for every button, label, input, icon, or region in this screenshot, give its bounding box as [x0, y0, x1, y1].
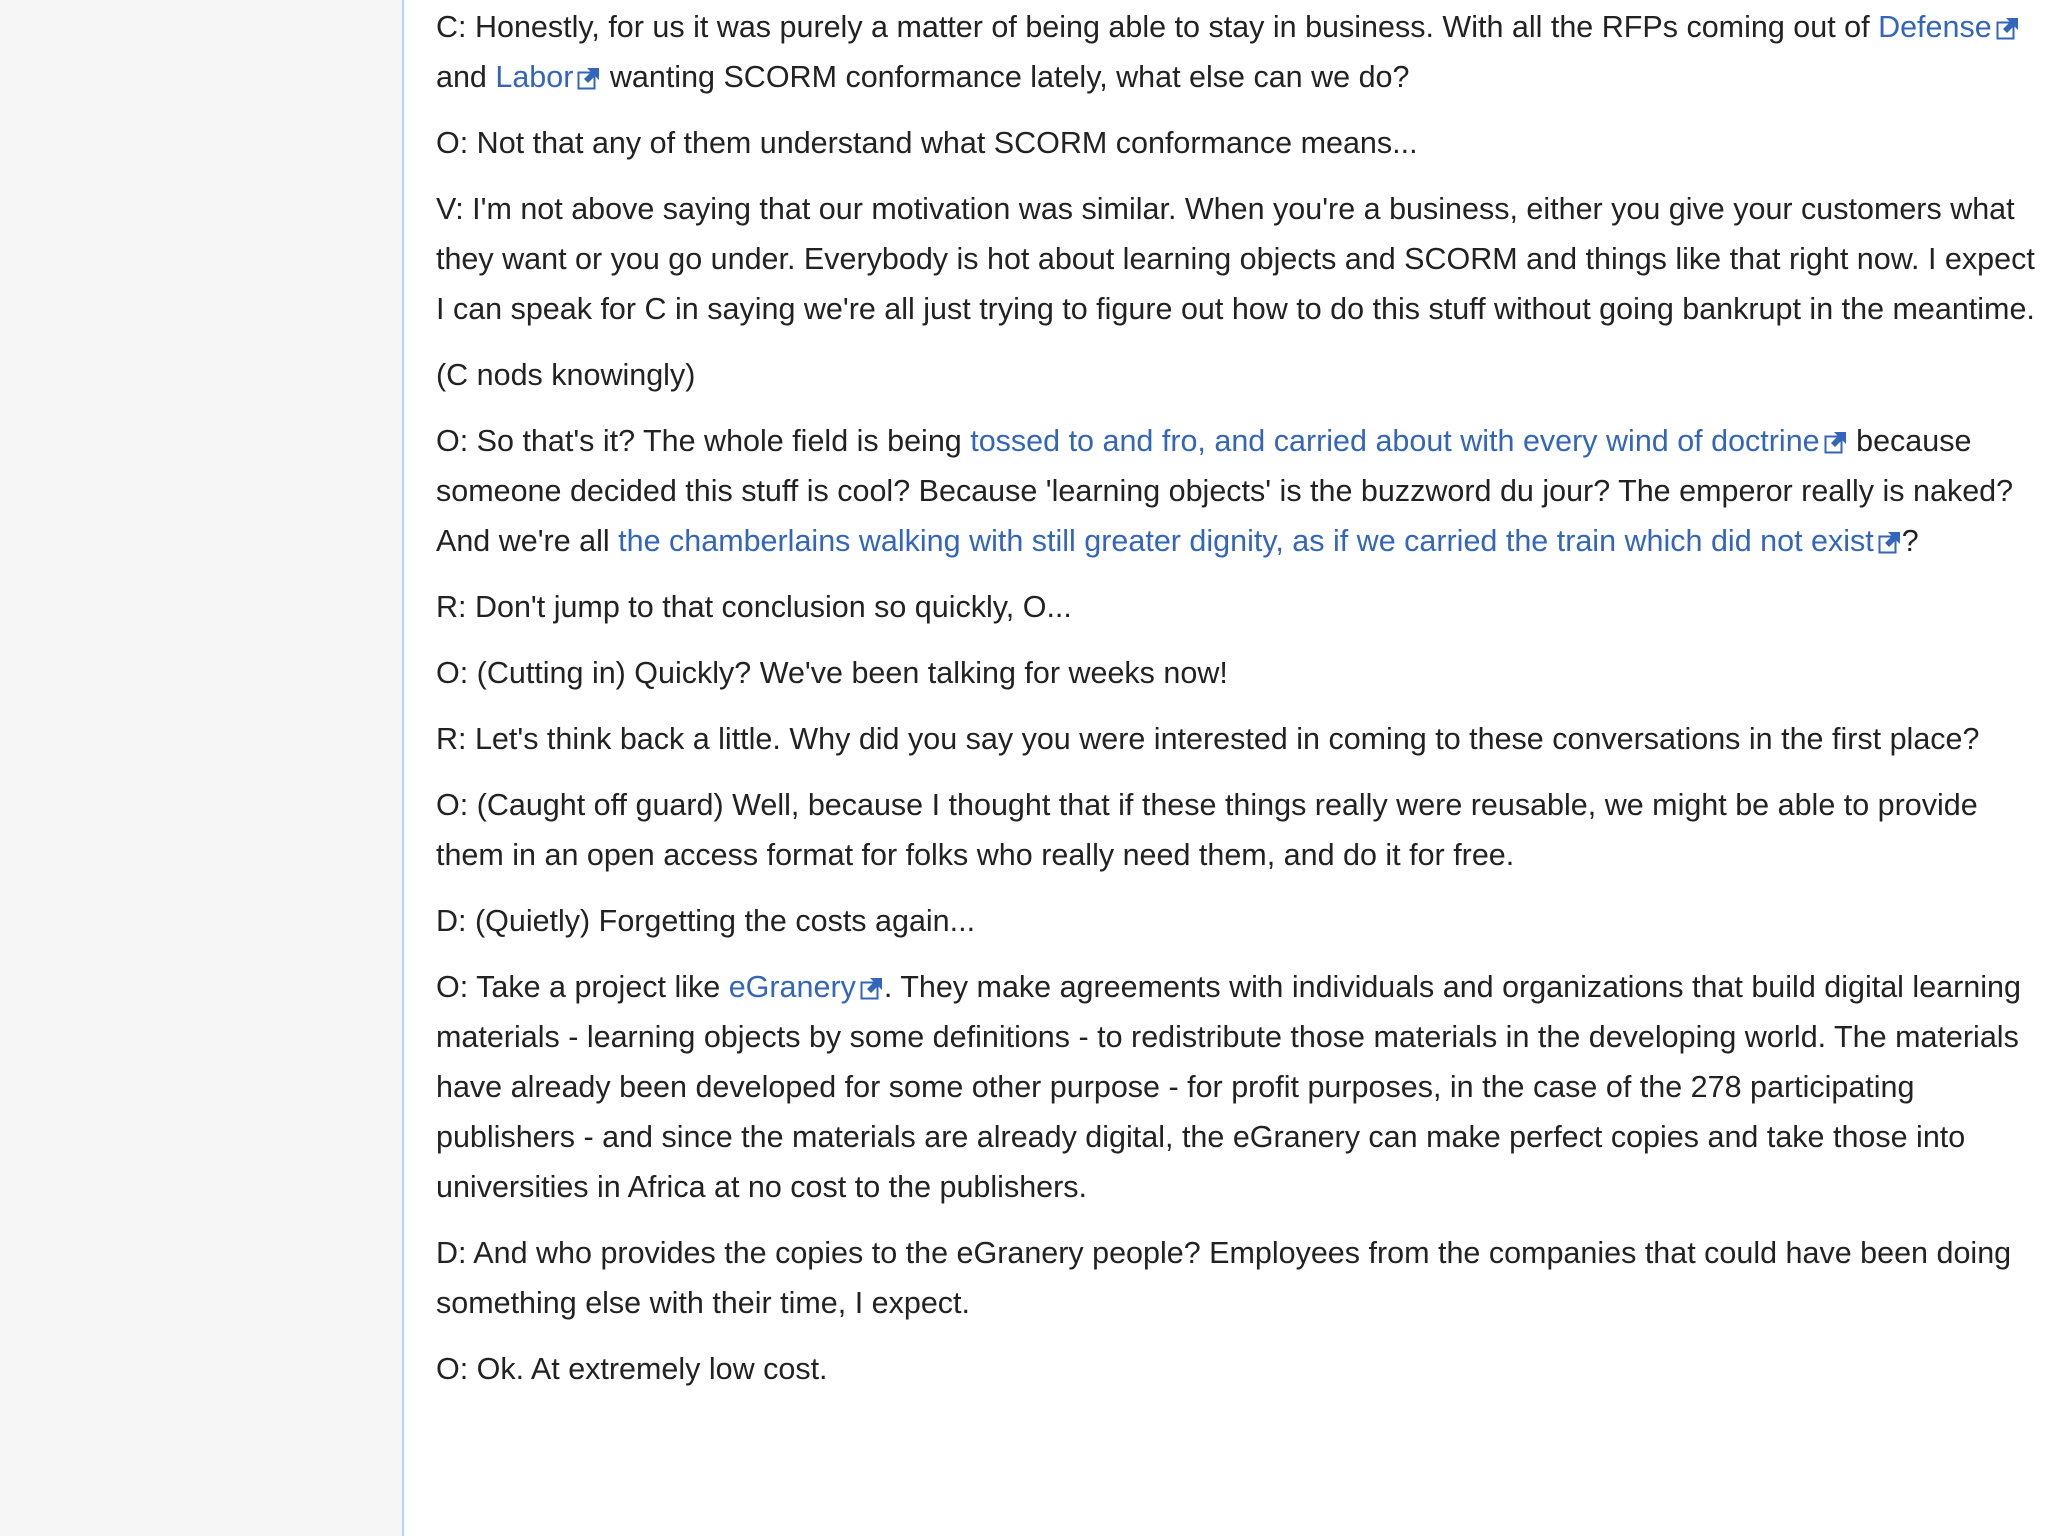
dialogue-text: and — [436, 60, 496, 94]
dialogue-paragraph — [436, 1228, 2036, 1328]
dialogue-text: O: Take a project like — [436, 970, 729, 1004]
external-link-label: the chamberlains walking with still greater dignity, as if we carried the train which did not exist — [618, 524, 1874, 558]
dialogue-text: O: (Caught off guard) Well, because I thought that if these things really were reusable, we might be able to provide them in an open access format for folks who really need them, and do it for free. — [436, 788, 1978, 872]
dialogue-text: O: (Cutting in) Quickly? We've been talking for weeks now! — [436, 656, 1228, 690]
left-sidebar — [0, 0, 402, 1536]
dialogue-paragraph — [436, 582, 2036, 632]
dialogue-text: D: And who provides the copies to the eGranery people? Employees from the companies that could have been doing something else with their time, I expect. — [436, 1236, 2012, 1320]
dialogue-text: C: Honestly, for us it was purely a matter of being able to stay in business. With all the RFPs coming out of — [436, 10, 1879, 44]
dialogue-body — [436, 2, 2036, 1410]
dialogue-paragraph — [436, 648, 2036, 698]
dialogue-paragraph — [436, 1344, 2036, 1394]
dialogue-paragraph — [436, 962, 2036, 1212]
dialogue-paragraph — [436, 350, 2036, 400]
external-link-icon — [577, 55, 601, 79]
dialogue-text: V: I'm not above saying that our motivation was similar. When you're a business, either you give your customers what they want or you go under. Everybody is hot about learning objects and SCORM and things like that right now. I expect I can speak for C in saying we're all just trying to figure out how to do this stuff without going bankrupt in the meantime. — [436, 192, 2035, 326]
dialogue-paragraph — [436, 780, 2036, 880]
dialogue-paragraph — [436, 416, 2036, 566]
external-link[interactable] — [618, 524, 1902, 558]
external-link[interactable] — [1878, 10, 2020, 44]
dialogue-text: O: Not that any of them understand what SCORM conformance means... — [436, 126, 1418, 160]
dialogue-text: . They make agreements with individuals and organizations that build digital learning materials - learning objects by some definitions - to redistribute those materials in the developing world. The materials have already been developed for some other purpose - for profit purposes, in the case of the 278 participating publishers - and since the materials are already digital, the eGranery can make perfect copies and take those into universities in Africa at no cost to the publishers. — [436, 970, 2021, 1204]
external-link-label: tossed to and fro, and carried about with every wind of doctrine — [970, 424, 1820, 458]
dialogue-paragraph — [436, 2, 2036, 102]
dialogue-text: O: Ok. At extremely low cost. — [436, 1352, 828, 1386]
dialogue-paragraph — [436, 184, 2036, 334]
external-link-icon — [1824, 419, 1848, 443]
external-link-label: eGranery — [728, 970, 856, 1004]
external-link-label: Defense — [1878, 10, 1992, 44]
dialogue-text: ? — [1901, 524, 1919, 558]
external-link-icon — [1878, 519, 1902, 543]
dialogue-text: R: Don't jump to that conclusion so quickly, O... — [436, 590, 1072, 624]
dialogue-paragraph — [436, 118, 2036, 168]
external-link[interactable] — [729, 970, 884, 1004]
article-content — [402, 0, 2048, 1536]
external-link-icon — [1996, 5, 2020, 29]
dialogue-text: because someone decided this stuff is cool? Because 'learning objects' is the buzzword du jour? The emperor really is naked? And we're all — [436, 424, 2014, 558]
dialogue-text: wanting SCORM conformance lately, what else can we do? — [601, 60, 1410, 94]
dialogue-text: D: (Quietly) Forgetting the costs again... — [436, 904, 976, 938]
external-link-icon — [860, 965, 884, 989]
dialogue-text: (C nods knowingly) — [436, 358, 696, 392]
dialogue-text: R: Let's think back a little. Why did you say you were interested in coming to these conversations in the first place? — [436, 722, 1980, 756]
dialogue-paragraph — [436, 896, 2036, 946]
external-link[interactable] — [970, 424, 1847, 458]
external-link-label: Labor — [495, 60, 574, 94]
dialogue-text: O: So that's it? The whole field is being — [436, 424, 971, 458]
dialogue-paragraph — [436, 714, 2036, 764]
external-link[interactable] — [495, 60, 601, 94]
